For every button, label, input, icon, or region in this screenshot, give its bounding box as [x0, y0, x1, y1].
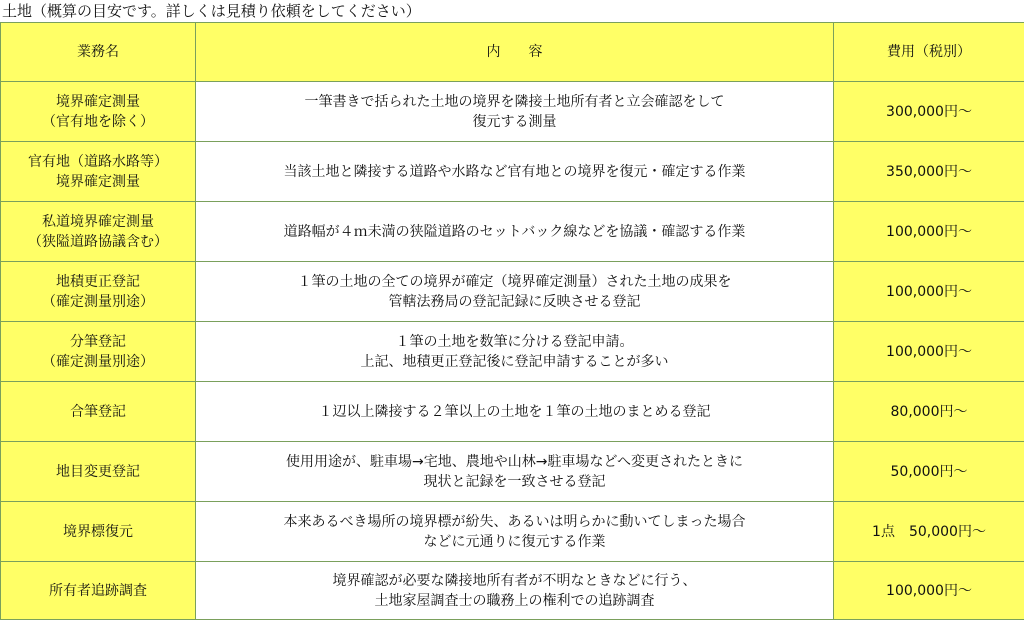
table-row [1, 562, 1024, 620]
service-name: 境界確定測量 （官有地を除く） [1, 82, 196, 142]
service-content: １辺以上隣接する２筆以上の土地を１筆の土地のまとめる登記 [196, 382, 834, 442]
header-name: 業務名 [1, 23, 196, 82]
service-fee: 100,000円～ [834, 262, 1024, 322]
table-row [1, 322, 1024, 382]
table-row [1, 202, 1024, 262]
service-content: 本来あるべき場所の境界標が紛失、あるいは明らかに動いてしまった場合 などに元通りに復元する作業 [196, 502, 834, 562]
table-caption: 土地（概算の目安です。詳しくは見積り依頼をしてください） [2, 2, 421, 20]
service-content: １筆の土地の全ての境界が確定（境界確定測量）された土地の成果を 管轄法務局の登記記録に反映させる登記 [196, 262, 834, 322]
table-row [1, 502, 1024, 562]
service-content: 当該土地と隣接する道路や水路など官有地との境界を復元・確定する作業 [196, 142, 834, 202]
service-fee: 100,000円～ [834, 202, 1024, 262]
table-row [1, 262, 1024, 322]
service-content: 境界確認が必要な隣接地所有者が不明なときなどに行う、 土地家屋調査士の職務上の権利での追跡調査 [196, 562, 834, 620]
service-name: 境界標復元 [1, 502, 196, 562]
service-content: 道路幅が４ｍ未満の狭隘道路のセットバック線などを協議・確認する作業 [196, 202, 834, 262]
service-content: 使用用途が、駐車場→宅地、農地や山林→駐車場などへ変更されたときに 現状と記録を一致させる登記 [196, 442, 834, 502]
table-row [1, 382, 1024, 442]
table-row [1, 442, 1024, 502]
service-name: 所有者追跡調査 [1, 562, 196, 620]
table-row [1, 142, 1024, 202]
header-content: 内 容 [196, 23, 834, 82]
service-fee: 50,000円～ [834, 442, 1024, 502]
service-name: 私道境界確定測量 （狭隘道路協議含む） [1, 202, 196, 262]
service-name: 地積更正登記 （確定測量別途） [1, 262, 196, 322]
service-name: 分筆登記 （確定測量別途） [1, 322, 196, 382]
service-fee: 1点 50,000円～ [834, 502, 1024, 562]
service-fee: 300,000円～ [834, 82, 1024, 142]
service-content: １筆の土地を数筆に分ける登記申請。 上記、地積更正登記後に登記申請することが多い [196, 322, 834, 382]
service-fee: 100,000円～ [834, 322, 1024, 382]
table-row [1, 82, 1024, 142]
service-name: 合筆登記 [1, 382, 196, 442]
header-fee: 費用（税別） [834, 23, 1024, 82]
service-fee: 350,000円～ [834, 142, 1024, 202]
service-content: 一筆書きで括られた土地の境界を隣接土地所有者と立会確認をして 復元する測量 [196, 82, 834, 142]
service-name: 官有地（道路水路等） 境界確定測量 [1, 142, 196, 202]
land-fee-table [0, 22, 1024, 620]
table-header-row [1, 23, 1024, 82]
service-name: 地目変更登記 [1, 442, 196, 502]
service-fee: 100,000円～ [834, 562, 1024, 620]
service-fee: 80,000円～ [834, 382, 1024, 442]
